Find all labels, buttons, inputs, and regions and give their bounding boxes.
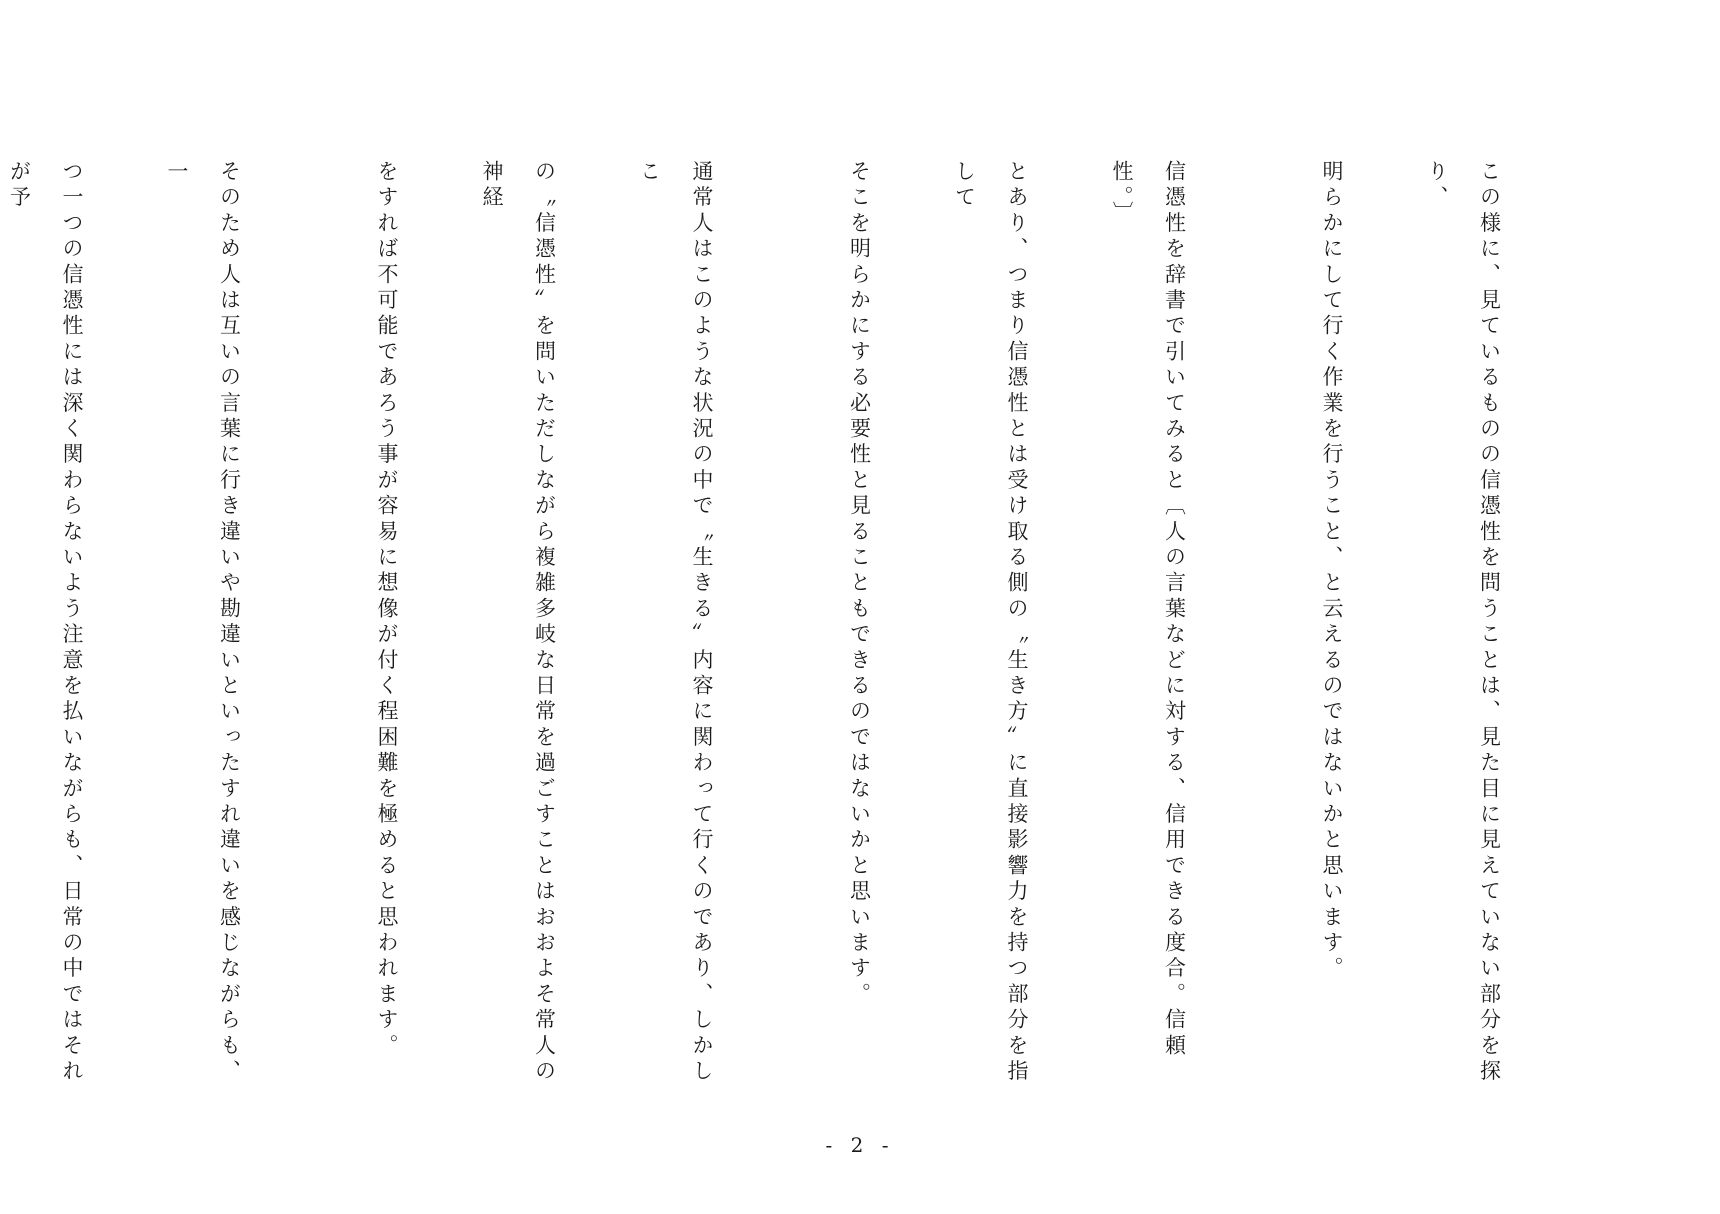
- paragraph-spacer: [1253, 160, 1306, 1100]
- line: 通常人はこのような状況の中で〝生きる〟内容に関わって行くのであり、しかしこ: [637, 160, 714, 1086]
- line: 信憑性を辞書で引いてみると〔人の言葉などに対する、信用できる度合。信頼性。〕: [1110, 160, 1187, 1060]
- paragraph-spacer: [781, 160, 834, 1100]
- paragraph-4: [0, 160, 308, 1100]
- vertical-text-body: [7, 160, 1568, 1100]
- line: の〝信憑性〟を問いただしながら複雑多岐な日常を過ごすことはおおよそ常人の神経: [480, 160, 557, 1086]
- line: この様に、見ているものの信憑性を問うことは、見た目に見えていない部分を探り、: [1425, 160, 1502, 1086]
- line: つ一つの信憑性には深く関わらないよう注意を払いながらも、日常の中ではそれが予: [7, 160, 84, 1086]
- paragraph-1: [1306, 160, 1569, 1100]
- line: とあり、つまり信憑性とは受け取る側の〝生き方〟に直接影響力を持つ部分を指して: [952, 160, 1029, 1086]
- line: をすれば不可能であろう事が容易に想像が付く程困難を極めると思われます。: [375, 160, 399, 1060]
- paragraph-spacer: [308, 160, 361, 1100]
- paragraph-2: [833, 160, 1253, 1100]
- paragraph-3: [361, 160, 781, 1100]
- line: 明らかにして行く作業を行うこと、と云えるのではないかと思います。: [1320, 160, 1344, 983]
- line: そのため人は互いの言葉に行き違いや勘違いといったすれ違いを感じながらも、一: [165, 160, 242, 1086]
- page-number: - 2 -: [825, 1133, 895, 1157]
- line: そこを明らかにする必要性と見ることもできるのではないかと思います。: [847, 160, 872, 1009]
